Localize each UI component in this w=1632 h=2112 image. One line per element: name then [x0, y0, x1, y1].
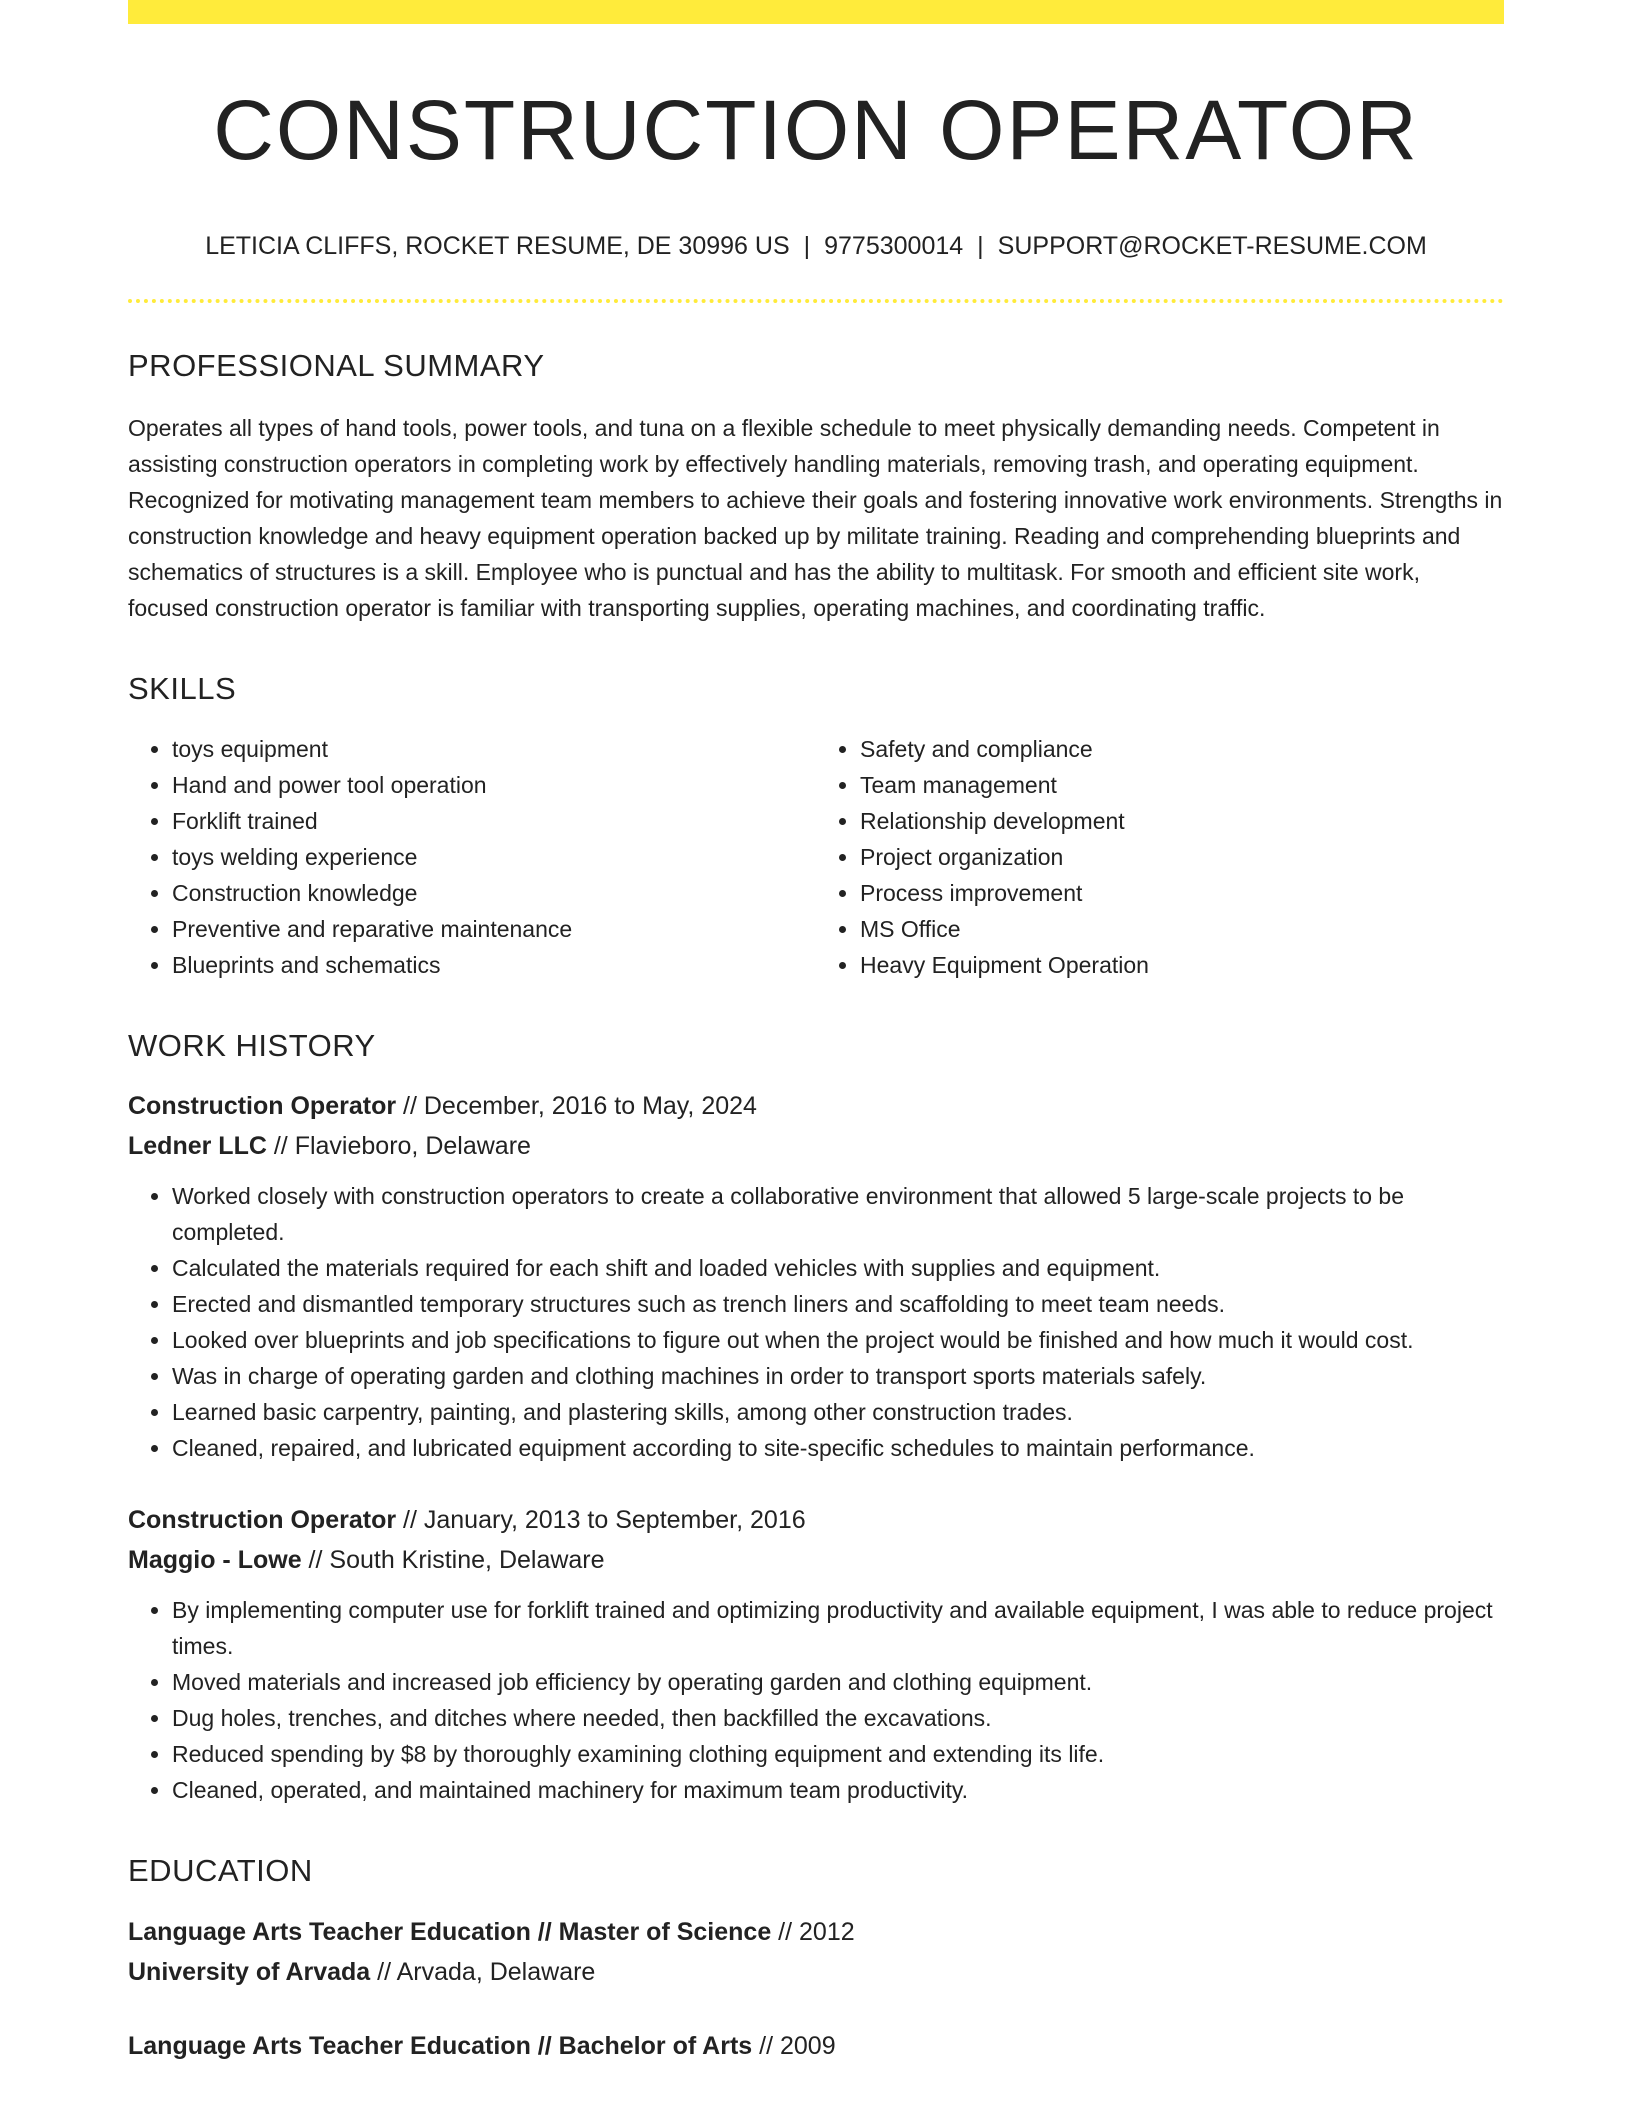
education-entry — [128, 1912, 1504, 1992]
job-dates: December, 2016 to May, 2024 — [423, 1092, 757, 1121]
skill-item: • Relationship development — [860, 803, 1504, 839]
job-company: Ledner LLC — [128, 1132, 267, 1161]
summary-heading: PROFESSIONAL SUMMARY — [128, 347, 545, 383]
skill-item: • toys welding experience — [172, 839, 816, 875]
education-school-line — [128, 1952, 1504, 1992]
skills-columns — [128, 731, 1504, 983]
job-title-line — [128, 1500, 1504, 1540]
education-school: University of Arvada — [128, 1957, 371, 1986]
job-bullet: • Learned basic carpentry, painting, and plastering skills, among other construction trades. — [172, 1394, 1504, 1430]
resume-page — [128, 0, 1504, 2066]
job-bullet: • Cleaned, repaired, and lubricated equipment according to site-specific schedules to maintain performance. — [172, 1430, 1504, 1466]
skill-item: • Project organization — [860, 839, 1504, 875]
education-year: 2009 — [780, 2031, 836, 2060]
education-degree-line — [128, 1912, 1504, 1952]
skills-left-list — [128, 731, 816, 983]
job-company: Maggio - Lowe — [128, 1546, 302, 1575]
skill-item: • MS Office — [860, 911, 1504, 947]
contact-line — [128, 230, 1504, 263]
education-separator: // — [771, 1917, 800, 1946]
skill-item: • Blueprints and schematics — [172, 947, 816, 983]
job-bullet: • Calculated the materials required for each shift and loaded vehicles with supplies and equipment. — [172, 1250, 1504, 1286]
job-separator: // — [301, 1546, 330, 1575]
skill-item: • Process improvement — [860, 875, 1504, 911]
education-entry — [128, 2026, 1504, 2066]
skill-item: • Safety and compliance — [860, 731, 1504, 767]
education-degree: Language Arts Teacher Education // Bachelor of Arts — [128, 2031, 753, 2060]
skill-item: • toys equipment — [172, 731, 816, 767]
job-bullet: • Was in charge of operating garden and clothing machines in order to transport sports materials safely. — [172, 1358, 1504, 1394]
contact-separator: | — [803, 232, 811, 261]
job-bullets — [128, 1178, 1504, 1466]
education-location: Arvada, Delaware — [396, 1957, 596, 1986]
contact-phone[interactable]: 9775300014 — [824, 232, 964, 261]
job-bullet: • Cleaned, operated, and maintained machinery for maximum team productivity. — [172, 1772, 1504, 1808]
job-role: Construction Operator — [128, 1506, 397, 1535]
job-location: Flavieboro, Delaware — [294, 1132, 531, 1161]
job-bullet: • Looked over blueprints and job specifications to figure out when the project would be finished and how much it would cost. — [172, 1322, 1504, 1358]
job-bullet: • Worked closely with construction operators to create a collaborative environment that allowed 5 large-scale projects to be completed. — [172, 1178, 1504, 1250]
skill-item: • Preventive and reparative maintenance — [172, 911, 816, 947]
contact-address: LETICIA CLIFFS, ROCKET RESUME, DE 30996 US — [205, 232, 790, 261]
job-bullets — [128, 1592, 1504, 1808]
skill-item: • Hand and power tool operation — [172, 767, 816, 803]
skills-heading: SKILLS — [128, 671, 237, 707]
skill-item: • Team management — [860, 767, 1504, 803]
skill-item: • Heavy Equipment Operation — [860, 947, 1504, 983]
job-entry — [128, 1086, 1504, 1466]
job-title-line — [128, 1086, 1504, 1126]
education-degree-line — [128, 2026, 1504, 2066]
work-history-heading: WORK HISTORY — [128, 1028, 376, 1064]
summary-text: Operates all types of hand tools, power tools, and tuna on a flexible schedule to meet physically demanding needs. Competent in assisting construction operators in completing work by effectively handling materials, removing trash, and operating equipment. Recognized for motivating management team members to achieve their goals and fostering innovative work environments. Strengths in construction knowledge and heavy equipment operation backed up by militate training. Reading and comprehending blueprints and schematics of structures is a skill. Employee who is punctual and has the ability to multitask. For smooth and efficient site work, focused construction operator is familiar with transporting supplies, operating machines, and coordinating traffic. — [128, 415, 1503, 622]
job-separator: // — [396, 1506, 424, 1535]
job-company-line — [128, 1540, 1504, 1580]
job-separator: // — [266, 1132, 295, 1161]
job-dates: January, 2013 to September, 2016 — [423, 1506, 806, 1535]
education-separator: // — [752, 2031, 780, 2060]
education-separator: // — [370, 1957, 397, 1986]
resume-name: CONSTRUCTION OPERATOR — [213, 83, 1419, 177]
education-heading: EDUCATION — [128, 1853, 313, 1889]
dotted-divider — [128, 299, 1504, 303]
education-degree: Language Arts Teacher Education // Master of Science — [128, 1917, 772, 1946]
job-role: Construction Operator — [128, 1092, 397, 1121]
job-entry — [128, 1500, 1504, 1808]
job-company-line — [128, 1126, 1504, 1166]
job-bullet: • Dug holes, trenches, and ditches where needed, then backfilled the excavations. — [172, 1700, 1504, 1736]
skill-item: • Forklift trained — [172, 803, 816, 839]
job-bullet: • Erected and dismantled temporary structures such as trench liners and scaffolding to meet team needs. — [172, 1286, 1504, 1322]
top-accent-bar — [128, 0, 1504, 24]
skills-right-list — [816, 731, 1504, 983]
job-bullet: • Reduced spending by $8 by thoroughly examining clothing equipment and extending its life. — [172, 1736, 1504, 1772]
education-year: 2012 — [799, 1917, 855, 1946]
skill-item: • Construction knowledge — [172, 875, 816, 911]
job-bullet: • Moved materials and increased job efficiency by operating garden and clothing equipment. — [172, 1664, 1504, 1700]
job-bullet: • By implementing computer use for forklift trained and optimizing productivity and available equipment, I was able to reduce project times. — [172, 1592, 1504, 1664]
contact-separator: | — [977, 232, 984, 261]
job-separator: // — [396, 1092, 424, 1121]
contact-email[interactable]: SUPPORT@ROCKET-RESUME.COM — [997, 232, 1427, 261]
job-location: South Kristine, Delaware — [329, 1546, 605, 1575]
